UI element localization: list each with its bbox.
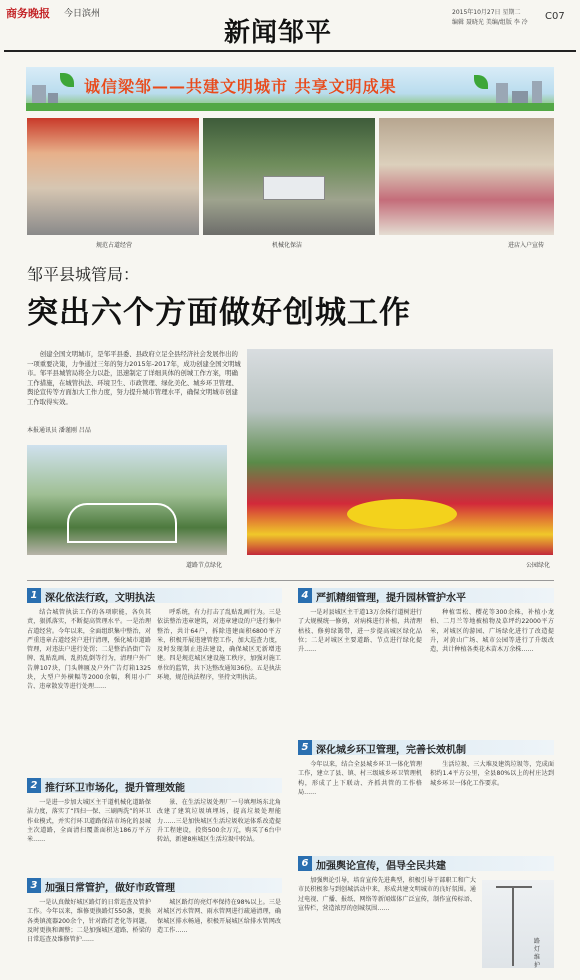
photo-road-node-green — [27, 445, 227, 555]
photo-street-lamp — [482, 880, 554, 968]
page-number: C07 — [545, 11, 565, 22]
article-lead: 创建全国文明城市，是邹平县委、县政府立足全县经济社会发展作出的一项重要决策，力争通过三年的努力2015年-2017年，成功创建全国文明城市。邹平县城管局将全力以赴，迅速制定了详细具体的创城工作方案，明确工作措施，在城管执法、环境卫生、市政管理、绿化美化、城乡环卫管理、舆论宣传等方面加大工作力度，努力提升城市管理水平，确保文明城市创建工作取得实效。 — [27, 350, 241, 406]
leaf-icon — [60, 73, 74, 87]
issue-editors: 编辑 聂晓光 美编/组版 李 冷 — [452, 19, 528, 26]
section-heading — [27, 878, 282, 893]
section-body: 一是对县城区主干道13万余株行道树进行了大规模统一修剪，对病株进行补植，共清理枯枝、修剪绿篱带，进一步提高城区绿化品位；二是对城区主要道路、节点进行绿化提升…… — [298, 609, 422, 654]
photo-caption: 公园绿化 — [526, 562, 551, 569]
section-number: 5 — [298, 740, 312, 755]
brand-subtitle: 今日滨州 — [64, 9, 101, 19]
section-heading — [298, 856, 554, 871]
photo-park-green — [247, 349, 553, 555]
section-title-text: 加强日常管护，做好市政管理 — [45, 883, 175, 894]
flowerbed-shape — [347, 499, 457, 529]
photo-caption: 机械化保洁 — [272, 242, 303, 249]
section-title-text: 深化依法行政，文明执法 — [45, 593, 155, 604]
section-title-text: 严抓精细管理，提升园林管护水平 — [316, 593, 466, 604]
section-title-text: 加强舆论宣传，倡导全民共建 — [316, 861, 446, 872]
section-number: 6 — [298, 856, 312, 871]
section-title-text: 深化城乡环卫管理，完善长效机制 — [316, 745, 466, 756]
section-heading — [27, 588, 282, 603]
banner-grass — [26, 103, 554, 111]
article-byline: 本报通讯员 潘谨刚 吕品 — [27, 427, 91, 434]
section-number: 1 — [27, 588, 41, 603]
section-heading — [298, 588, 554, 603]
section-heading — [27, 778, 282, 793]
photo-shop-visit — [379, 118, 554, 235]
section-body: 呼系统，有力打击了乱贴乱画行为。三是依法整治违章建筑，对违章建设的户进行集中整治，共计64户，拆除违建面积6800平方米，积极开展违建管控工作，加大巡查力度，及时发现制止违法建设，确保城区无新增违建。四是规范城区建设施工秩序，加强对施工单位的监管，共下达整改通知36份。五是执法环境，规范执法程序，坚持文明执法。 — [157, 609, 281, 682]
issue-meta — [452, 8, 528, 28]
header-rule — [4, 50, 576, 52]
photo-caption: 规范占道经营 — [96, 242, 133, 249]
newspaper-brand: 商务晚报 — [6, 7, 50, 20]
issue-date: 2015年10月27日 星期二 — [452, 9, 521, 16]
section-body: 生活垃圾、三大堆及建筑垃圾等，完成面积约1.4平方公里，全县80%以上的村庄达到城乡环卫一体化工作要求。 — [430, 761, 554, 787]
campaign-banner — [26, 67, 554, 111]
section-body: 加强舆论引导，培育宣传先进典型，积极引导干部职工和广大市民积极参与到创城活动中来，形成共建文明城市的良好氛围。通过电视、广播、报纸、网络等新闻媒体广泛宣传，制作宣传标语、宣传栏，营造浓厚的创城氛围…… — [298, 877, 476, 912]
section-body: 一是认真做好城区路灯的日常巡查及管护工作。今年以来，维修更换路灯550盏，更换各类镇流器200余个，针对路灯老化等问题，及时更换和调整；二是加强城区道路、桥梁的日常巡查及维修管护…… — [27, 899, 151, 944]
section-body: 结合城管执法工作的各项职能，各负其责，狠抓落实，不断提高管理水平。一是治理占道经营。今年以来，全面组织集中整治，对严重违章占道经营户进行清理，强化城市道路管理，对违法户进行处罚；二是整治沿街广告牌、乱贴乱画、乱扔乱倒等行为，清理户外广告牌107块，门头牌匾及户外广告灯箱1325块，大型户外横幅等2000余幅，利用小广告、违章散发等进行处理…… — [27, 609, 151, 691]
photo-caption: 进店入户宣传 — [508, 242, 545, 249]
photo-caption: 道路节点绿化 — [186, 562, 223, 569]
article-subhead: 邹平县城管局： — [27, 265, 140, 284]
photo-sweeper-truck — [203, 118, 375, 235]
section-body: 城区路灯的亮灯率保持在98%以上。三是对城区污水管网、雨水管网进行疏通清理，确保城区排水畅通，积极开展城区给排水管网改造工作…… — [157, 899, 281, 934]
section-number: 4 — [298, 588, 312, 603]
section-body: 景、在生活垃圾处理厂一号填埋场东北角改建了建筑垃圾填埋场，提高垃圾处理能力……三是加快城区生活垃圾收运体系改造提升工程建设，投资500余万元，购买了6台中转站，新建8座城区生活垃圾中转站。 — [157, 799, 281, 844]
section-number: 2 — [27, 778, 41, 793]
truck-shape — [263, 176, 325, 200]
section-body: 种植雪松、樱花等300余株，补植小龙柏、二月兰等地被植物及草坪约22000平方米，对城区的游园、广场绿化进行了改造提升，对黄山广场、城市公园等进行了升级改造，共计种植各类花木苗木万余株…… — [430, 609, 554, 654]
section-title: 新闻邹平 — [224, 18, 333, 48]
banner-title: 诚信梁邹——共建文明城市 共享文明成果 — [84, 77, 397, 96]
article-headline: 突出六个方面做好创城工作 — [27, 295, 411, 331]
leaf-icon — [474, 75, 488, 89]
fence-shape — [67, 503, 177, 543]
section-heading — [298, 740, 554, 755]
page-header — [0, 0, 580, 52]
photo-street-vendor — [27, 118, 199, 235]
photo-caption: 路灯维护 — [534, 938, 541, 968]
lamp-pole — [512, 888, 514, 966]
section-divider — [27, 580, 554, 581]
section-title-text: 推行环卫市场化，提升管理效能 — [45, 783, 185, 794]
section-body: 一是进一步加大城区主干道机械化道路保洁力度，落实了“四扫一保、三刷两洗”的环卫作业模式，并实行环卫道路保洁市场化的县城主次道路，全面清扫覆盖面积达186万平方米…… — [27, 799, 151, 844]
section-number: 3 — [27, 878, 41, 893]
lamp-head — [496, 886, 532, 888]
section-body: 今年以来，结合全县城乡环卫一体化管理工作，建立了县、镇、村三级城乡环卫管理机构，形成了上下联动、齐抓共管的工作格局…… — [298, 761, 422, 796]
